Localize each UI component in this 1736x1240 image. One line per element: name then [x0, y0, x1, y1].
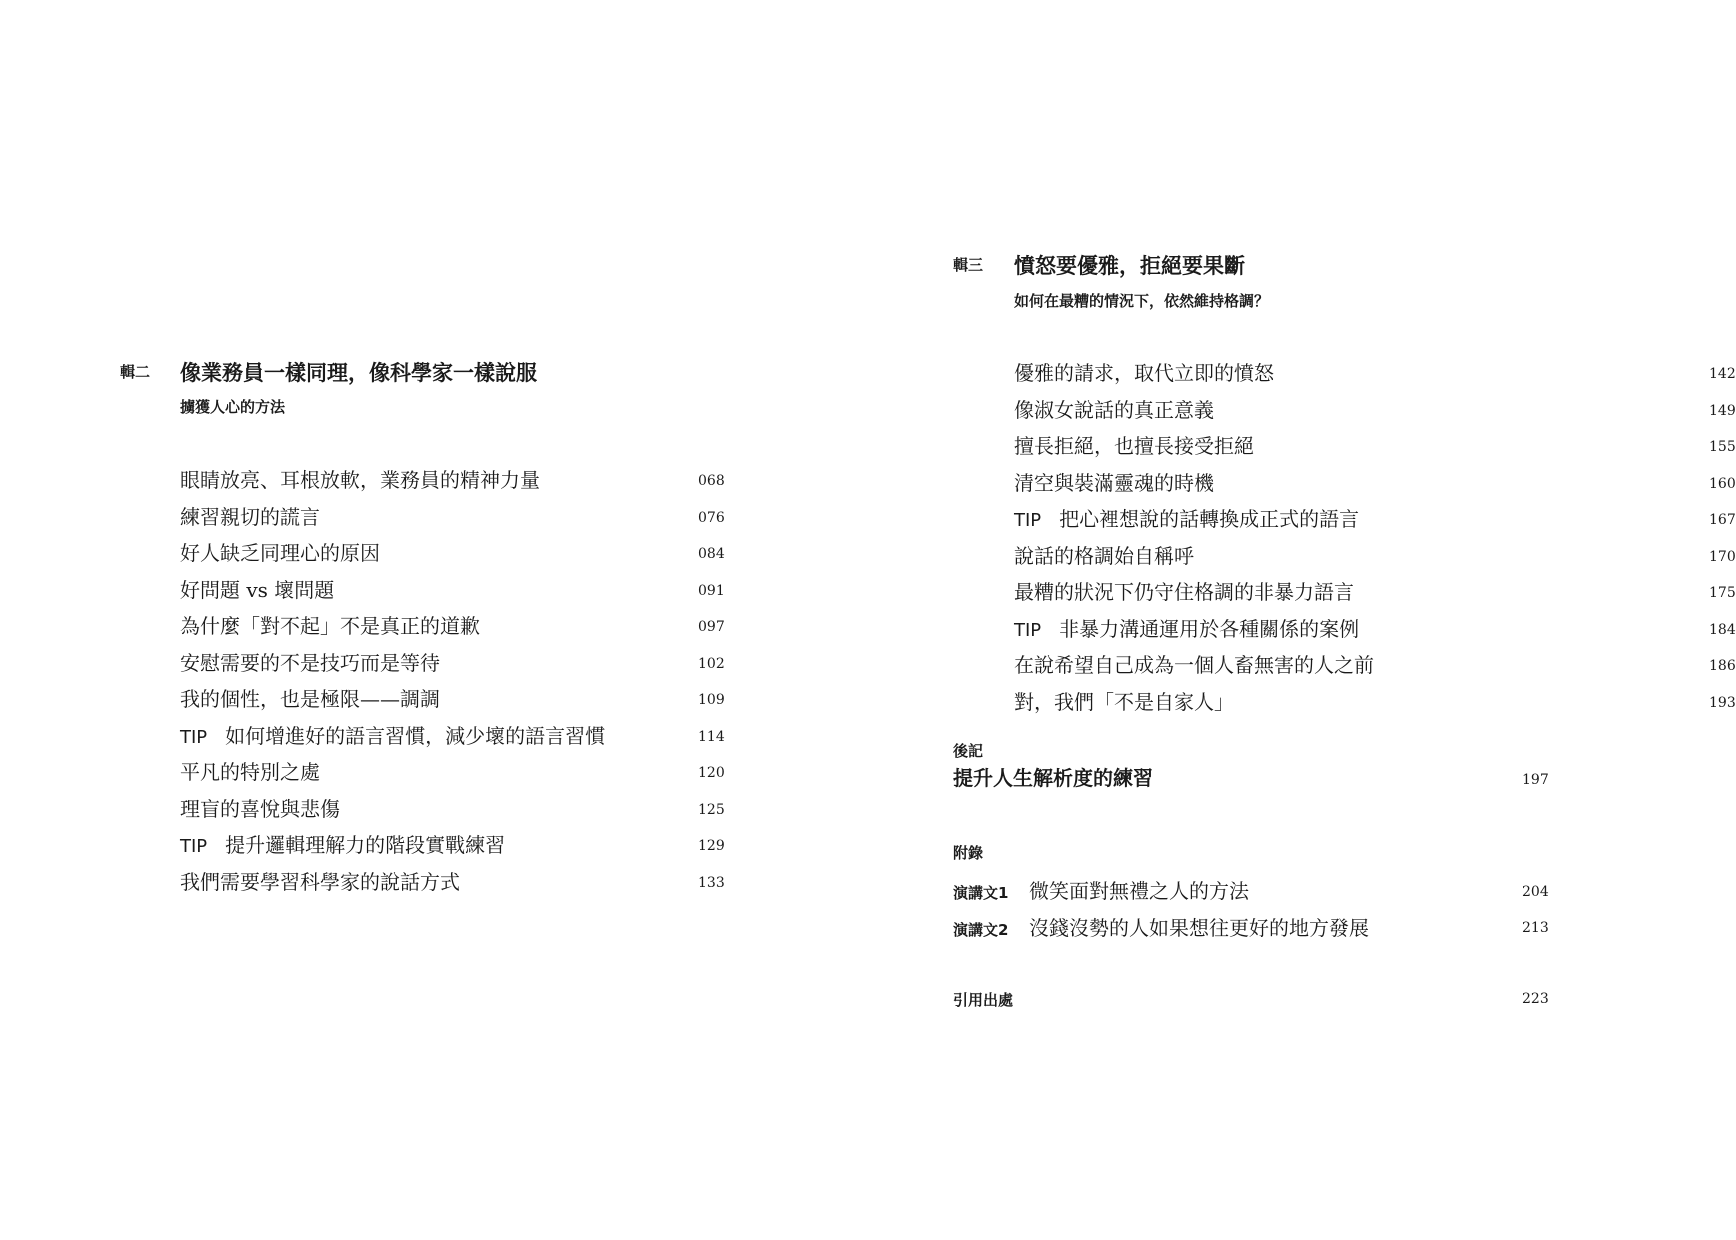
- toc-page-number: 102: [698, 655, 725, 672]
- toc-entry-title: [180, 758, 320, 786]
- toc-entry-text: 優雅的請求，取代立即的憤怒: [1014, 361, 1274, 385]
- appendix-page-number: 204: [1522, 884, 1549, 900]
- afterword-page-number: 197: [1522, 772, 1549, 788]
- section-title: 像業務員一樣同理，像科學家一樣說服: [180, 360, 537, 385]
- toc-entry-title: [180, 685, 440, 713]
- toc-entry-title: [180, 722, 605, 752]
- toc-entry-title: [180, 466, 540, 494]
- toc-page-number: 170: [1709, 548, 1736, 565]
- toc-entry-text: 練習親切的謊言: [180, 504, 320, 529]
- toc-entry-text: 最糟的狀況下仍守住格調的非暴力語言: [1014, 580, 1354, 604]
- toc-page-number: 129: [698, 838, 725, 854]
- section-title: 憤怒要優雅，拒絕要果斷: [1014, 253, 1245, 278]
- left-page: [0, 0, 827, 1240]
- section-label: 輯二: [120, 363, 151, 381]
- speech-label: 演講文2: [953, 921, 1009, 939]
- toc-entry-title: [180, 795, 340, 823]
- toc-entry-title: [1014, 396, 1214, 424]
- toc-page-number: 142: [1709, 366, 1736, 382]
- toc-page-number: 084: [698, 546, 725, 562]
- toc-page-number: 186: [1709, 658, 1736, 674]
- toc-entry-title: [1014, 359, 1274, 387]
- references-label[interactable]: 引用出處: [953, 991, 1014, 1009]
- appendix-label: 附錄: [953, 844, 984, 862]
- appendix-page-number: 213: [1522, 920, 1549, 936]
- toc-entry-title: [1014, 651, 1374, 679]
- toc-entry-title: [1014, 469, 1214, 497]
- toc-entry-text: 把心裡想說的話轉換成正式的語言: [1059, 507, 1360, 531]
- speech-title: 微笑面對無禮之人的方法: [1029, 879, 1249, 903]
- toc-entry-title: [1014, 615, 1359, 645]
- toc-page-number: 160: [1709, 475, 1736, 492]
- speech-title: 沒錢沒勢的人如果想往更好的地方發展: [1029, 916, 1369, 940]
- toc-entry-text: 對，我們「不是自家人」: [1014, 689, 1234, 714]
- toc-entry-title: [1014, 542, 1194, 570]
- toc-entry-text: 在說希望自己成為一個人畜無害的人之前: [1014, 653, 1374, 677]
- toc-entry-text: 非暴力溝通運用於各種關係的案例: [1059, 616, 1360, 641]
- toc-page-number: 133: [698, 874, 725, 891]
- appendix-item[interactable]: [953, 912, 1369, 941]
- appendix-item[interactable]: [953, 875, 1249, 904]
- afterword-title[interactable]: 提升人生解析度的練習: [953, 766, 1153, 790]
- toc-page-number: 175: [1709, 585, 1736, 601]
- toc-entry-title: [180, 868, 460, 896]
- toc-entry-text: 理盲的喜悅與悲傷: [180, 796, 340, 821]
- tip-badge: TIP: [1014, 510, 1042, 531]
- toc-page-number: 120: [698, 765, 725, 781]
- toc-entry-title: [180, 649, 440, 677]
- toc-entry-title: [180, 539, 380, 567]
- afterword-label: 後記: [953, 742, 984, 760]
- toc-entry-text: 擅長拒絕，也擅長接受拒絕: [1014, 434, 1254, 458]
- toc-page-number: 068: [698, 473, 725, 489]
- toc-entry-title: [1014, 578, 1354, 606]
- toc-entry-text: 好人缺乏同理心的原因: [180, 541, 380, 565]
- toc-page-number: 114: [698, 728, 725, 745]
- toc-entry-title: [180, 612, 480, 640]
- toc-page-number: 167: [1709, 512, 1736, 528]
- toc-entry-text: 如何增進好的語言習慣，減少壞的語言習慣: [225, 723, 606, 748]
- toc-page-number: 193: [1709, 694, 1736, 711]
- toc-page-number: 125: [698, 801, 725, 818]
- right-page: [827, 0, 1736, 1240]
- toc-entry-title: [180, 576, 334, 604]
- section-label: 輯三: [953, 256, 984, 274]
- speech-label: 演講文1: [953, 884, 1009, 902]
- toc-page-number: 097: [698, 619, 725, 635]
- toc-entry-text: 為什麼「對不起」不是真正的道歉: [180, 614, 480, 638]
- toc-entry-text: 清空與裝滿靈魂的時機: [1014, 470, 1214, 495]
- toc-page-number: 076: [698, 509, 725, 526]
- toc-entry-title: [180, 503, 320, 531]
- tip-badge: TIP: [180, 836, 208, 857]
- toc-page-number: 109: [698, 692, 725, 708]
- references-page-number: 223: [1522, 991, 1549, 1007]
- toc-entry-text: 我的個性，也是極限——調調: [180, 687, 440, 711]
- toc-page-number: 155: [1709, 439, 1736, 455]
- toc-entry-title: [1014, 505, 1359, 535]
- toc-page-number: 149: [1709, 402, 1736, 419]
- toc-entry-title: [1014, 432, 1254, 460]
- toc-entry-text: 提升邏輯理解力的階段實戰練習: [225, 833, 506, 857]
- toc-entry-text: 眼睛放亮、耳根放軟，業務員的精神力量: [180, 468, 540, 492]
- toc-entry-title: [180, 831, 505, 861]
- toc-entry-text: 好問題 vs 壞問題: [180, 577, 335, 602]
- toc-entry-text: 像淑女說話的真正意義: [1014, 397, 1214, 422]
- toc-entry-text: 我們需要學習科學家的說話方式: [180, 869, 460, 894]
- tip-badge: TIP: [1014, 619, 1042, 641]
- section-subtitle: 如何在最糟的情況下，依然維持格調？: [1014, 292, 1270, 310]
- toc-entry-text: 平凡的特別之處: [180, 760, 320, 784]
- toc-entry-text: 說話的格調始自稱呼: [1014, 543, 1194, 568]
- toc-entry-title: [1014, 688, 1234, 716]
- toc-entry-text: 安慰需要的不是技巧而是等待: [180, 650, 440, 675]
- tip-badge: TIP: [180, 726, 208, 748]
- toc-page-number: 184: [1709, 621, 1736, 638]
- section-subtitle: 擄獲人心的方法: [180, 398, 286, 416]
- toc-page-number: 091: [698, 582, 725, 599]
